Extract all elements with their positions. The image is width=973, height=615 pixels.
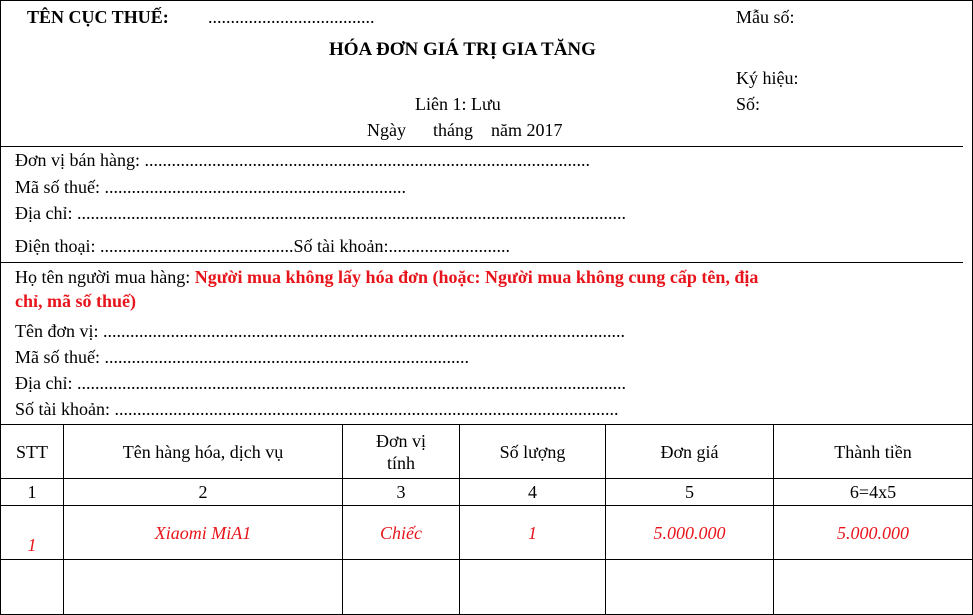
table-row-border — [1, 559, 972, 560]
col-index: 3 — [396, 482, 406, 502]
row-unit: Chiếc — [380, 523, 422, 543]
tax-agency-dots: ..................................... — [208, 7, 375, 27]
col-header-amount: Thành tiền — [834, 441, 912, 462]
header-divider — [1, 146, 963, 147]
col-index: 4 — [528, 482, 537, 502]
row-unit-price: 5.000.000 — [653, 523, 726, 543]
table-index-border — [1, 505, 972, 506]
tax-agency-label: TÊN CỤC THUẾ: — [27, 7, 169, 27]
seller-unit-line: Đơn vị bán hàng: ................................................................................................... — [15, 150, 590, 170]
invoice-date-line: Ngày tháng năm 2017 — [367, 120, 563, 140]
symbol-label: Ký hiệu: — [736, 68, 799, 88]
col-header-item-name: Tên hàng hóa, dịch vụ — [122, 441, 284, 462]
seller-address-line: Địa chỉ: .......................................................................................................................... — [15, 203, 626, 223]
buyer-name-label: Họ tên người mua hàng: — [15, 267, 195, 287]
seller-phone-account-line: Điện thoại: ...........................................Số tài khoản:........................... — [15, 236, 510, 256]
col-index: 2 — [198, 482, 208, 502]
row-quantity: 1 — [528, 523, 537, 543]
buyer-address-line: Địa chỉ: .......................................................................................................................... — [15, 373, 626, 393]
buyer-name-value: Người mua không lấy hóa đơn (hoặc: Người mua không cung cấp tên, địa — [194, 267, 759, 287]
seller-divider — [1, 262, 963, 263]
buyer-name-line — [15, 267, 758, 288]
col-header-quantity: Số lượng — [499, 441, 566, 462]
buyer-tax-line: Mã số thuế: ................................................................................. — [15, 347, 469, 367]
buyer-unit-line: Tên đơn vị: .................................................................................................................... — [15, 321, 626, 341]
col-header-unit-price: Đơn giá — [660, 441, 719, 462]
seller-tax-line: Mã số thuế: ................................................................... — [15, 177, 406, 197]
row-stt: 1 — [27, 535, 37, 555]
buyer-account-line: Số tài khoản: ................................................................................................................ — [15, 399, 619, 419]
invoice-number-label: Số: — [736, 94, 761, 114]
row-amount: 5.000.000 — [837, 523, 909, 543]
col-index: 1 — [27, 482, 37, 502]
invoice-title: HÓA ĐƠN GIÁ TRỊ GIA TĂNG — [329, 39, 596, 60]
col-index: 5 — [685, 482, 694, 502]
copy-label: Liên 1: Lưu — [415, 94, 501, 114]
col-header-stt: STT — [15, 441, 48, 462]
buyer-name-value-cont: chỉ, mã số thuế) — [15, 291, 136, 311]
col-index: 6=4x5 — [849, 482, 897, 502]
form-number-label: Mẫu số: — [736, 7, 795, 27]
row-item-name: Xiaomi MiA1 — [154, 523, 252, 543]
col-header-unit: Đơn vị tính — [375, 430, 427, 473]
